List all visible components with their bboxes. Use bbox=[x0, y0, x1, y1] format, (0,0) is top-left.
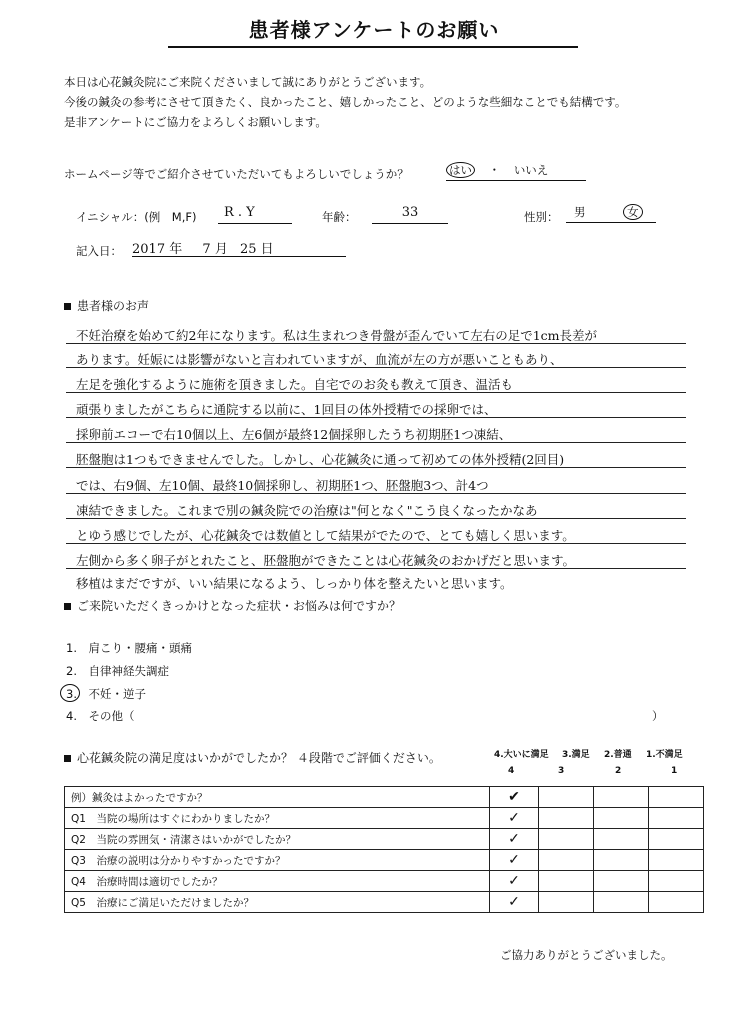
rating-cell-2[interactable] bbox=[594, 829, 649, 850]
voice-handwritten-line: 凍結できました。これまで別の鍼灸院での治療は"何となく"こう良くなったかなあ bbox=[76, 503, 538, 518]
rating-cell-3[interactable] bbox=[539, 892, 594, 913]
satisfaction-row bbox=[65, 871, 704, 892]
satisfaction-row bbox=[65, 829, 704, 850]
rating-cell-4[interactable]: ✓ bbox=[490, 829, 539, 850]
date-year: 2017 bbox=[132, 242, 166, 257]
rating-cell-1[interactable] bbox=[649, 892, 704, 913]
rating-cell-2[interactable] bbox=[594, 808, 649, 829]
homepage-no-option[interactable]: いいえ bbox=[513, 163, 549, 177]
voice-handwritten-line: 頑張りましたがこちらに通院する以前に、1回目の体外授精での採卵では、 bbox=[76, 402, 497, 417]
reason-other-close: ） bbox=[652, 709, 664, 723]
voice-handwritten-line: あります。妊娠には影響がないと言われていますが、血流が左の方が悪いこともあり、 bbox=[76, 352, 563, 367]
rating-cell-3[interactable] bbox=[539, 850, 594, 871]
rating-cell-3[interactable] bbox=[539, 871, 594, 892]
satisfaction-row bbox=[65, 892, 704, 913]
section-bullet-icon bbox=[64, 603, 71, 610]
page-title: 患者様アンケートのお願い bbox=[248, 18, 500, 42]
intro-text bbox=[64, 72, 626, 132]
voice-heading bbox=[64, 297, 149, 314]
satisfaction-question: 例）鍼灸はよかったですか？ bbox=[65, 787, 490, 808]
satisfaction-row bbox=[65, 808, 704, 829]
rating-cell-4[interactable]: ✓ bbox=[490, 892, 539, 913]
rating-cell-4[interactable]: ✔ bbox=[490, 787, 539, 808]
voice-handwritten-line: 不妊治療を始めて約2年になります。私は生まれつき骨盤が歪んでいて左右の足で1cm長差が bbox=[76, 328, 598, 343]
section-bullet-icon bbox=[64, 303, 71, 310]
homepage-question: ホームページ等でご紹介させていただいてもよろしいでしょうか？ bbox=[64, 167, 409, 181]
scale-label-2: 2.普通 bbox=[604, 750, 632, 760]
homepage-yes-option[interactable]: はい bbox=[446, 162, 475, 178]
initial-field[interactable]: R . Y bbox=[218, 205, 292, 224]
gender-female-option[interactable]: 女 bbox=[623, 204, 643, 220]
voice-handwritten-line: 移植はまだですが、いい結果になるよう、しっかり体を整えたいと思います。 bbox=[76, 576, 513, 591]
date-day-unit: 日 bbox=[260, 242, 274, 257]
reason-option[interactable]: 2. 自律神経失調症 bbox=[66, 664, 169, 678]
gender-label: 性別： bbox=[524, 210, 559, 224]
satisfaction-row bbox=[65, 787, 704, 808]
scale-label-1: 1.不満足 bbox=[646, 750, 683, 760]
reason-option[interactable]: 4. その他（ bbox=[66, 709, 135, 723]
rating-cell-2[interactable] bbox=[594, 871, 649, 892]
intro-line: 是非アンケートにご協力をよろしくお願いします。 bbox=[64, 115, 327, 129]
rating-cell-2[interactable] bbox=[594, 892, 649, 913]
satisfaction-question: Q1 当院の場所はすぐにわかりましたか？ bbox=[65, 808, 490, 829]
scale-number-4: 4 bbox=[508, 766, 515, 776]
satisfaction-question: Q2 当院の雰囲気・清潔さはいかがでしたか？ bbox=[65, 829, 490, 850]
section-bullet-icon bbox=[64, 755, 71, 762]
rating-cell-1[interactable] bbox=[649, 829, 704, 850]
voice-handwritten-line: 左側から多く卵子がとれたこと、胚盤胞ができたことは心花鍼灸のおかげだと思います。 bbox=[76, 553, 576, 568]
rating-cell-4[interactable]: ✓ bbox=[490, 850, 539, 871]
homepage-answer bbox=[446, 162, 586, 181]
date-field[interactable] bbox=[132, 238, 346, 257]
voice-handwritten-line: とゆう感じでしたが、心花鍼灸では数値として結果がでたので、とても嬉しく思います。 bbox=[76, 528, 575, 543]
voice-handwritten-line: では、右9個、左10個、最終10個採卵し、初期胚1つ、胚盤胞3つ、計4つ bbox=[76, 478, 489, 493]
date-label: 記入日： bbox=[76, 244, 122, 258]
date-day: 25 bbox=[239, 242, 257, 257]
rating-cell-3[interactable] bbox=[539, 829, 594, 850]
age-label: 年齢： bbox=[322, 210, 357, 224]
scale-number-2: 2 bbox=[615, 766, 622, 776]
date-month: 7 bbox=[202, 242, 211, 257]
satisfaction-table bbox=[64, 786, 704, 913]
date-month-unit: 月 bbox=[214, 242, 228, 257]
rating-cell-2[interactable] bbox=[594, 787, 649, 808]
voice-heading-text: 患者様のお声 bbox=[77, 299, 150, 313]
age-field[interactable]: 33 bbox=[372, 205, 448, 224]
scale-label-4: 4.大いに満足 bbox=[494, 750, 549, 760]
rating-cell-3[interactable] bbox=[539, 787, 594, 808]
rating-cell-2[interactable] bbox=[594, 850, 649, 871]
voice-handwritten-line: 胚盤胞は1つもできませんでした。しかし、心花鍼灸に通って初めての体外授精(2回目) bbox=[76, 452, 565, 467]
satisfaction-question: Q3 治療の説明は分かりやすかったですか？ bbox=[65, 850, 490, 871]
satisfaction-heading-text: 心花鍼灸院の満足度はいかがでしたか？ ４段階でご評価ください。 bbox=[77, 751, 441, 765]
rating-cell-1[interactable] bbox=[649, 787, 704, 808]
rating-cell-1[interactable] bbox=[649, 808, 704, 829]
reason-heading-text: ご来院いただくきっかけとなった症状・お悩みは何ですか？ bbox=[77, 599, 402, 613]
title-underline bbox=[168, 46, 578, 48]
reason-option[interactable]: 3. 不妊・逆子 bbox=[66, 687, 146, 701]
intro-line: 本日は心花鍼灸院にご来院くださいまして誠にありがとうございます。 bbox=[64, 75, 432, 89]
initial-label: イニシャル：(例 M,F) bbox=[76, 210, 197, 224]
rating-cell-4[interactable]: ✓ bbox=[490, 808, 539, 829]
intro-line: 今後の鍼灸の参考にさせて頂きたく、良かったこと、嬉しかったこと、どのような些細なことでも結構です。 bbox=[64, 95, 627, 109]
rating-cell-4[interactable]: ✓ bbox=[490, 871, 539, 892]
rating-cell-3[interactable] bbox=[539, 808, 594, 829]
footer-thanks: ご協力ありがとうございました。 bbox=[500, 948, 673, 962]
scale-number-1: 1 bbox=[671, 766, 678, 776]
rating-cell-1[interactable] bbox=[649, 871, 704, 892]
reason-option[interactable]: 1. 肩こり・腰痛・頭痛 bbox=[66, 641, 192, 655]
voice-handwritten-line: 採卵前エコーで右10個以上、左6個が最終12個採卵したうち初期胚1つ凍結、 bbox=[76, 427, 512, 442]
scale-number-3: 3 bbox=[558, 766, 565, 776]
satisfaction-heading bbox=[64, 749, 441, 766]
scale-label-3: 3.満足 bbox=[562, 750, 590, 760]
reason-heading bbox=[64, 597, 401, 614]
gender-male-option[interactable]: 男 bbox=[574, 205, 586, 219]
homepage-separator: ・ bbox=[488, 163, 501, 177]
voice-handwritten-line: 左足を強化するように施術を頂きました。自宅でのお灸も教えて頂き、温活も bbox=[76, 377, 514, 392]
satisfaction-question: Q5 治療にご満足いただけましたか？ bbox=[65, 892, 490, 913]
satisfaction-question: Q4 治療時間は適切でしたか？ bbox=[65, 871, 490, 892]
satisfaction-row bbox=[65, 850, 704, 871]
rating-cell-1[interactable] bbox=[649, 850, 704, 871]
date-year-unit: 年 bbox=[169, 242, 183, 257]
gender-field bbox=[566, 204, 656, 223]
